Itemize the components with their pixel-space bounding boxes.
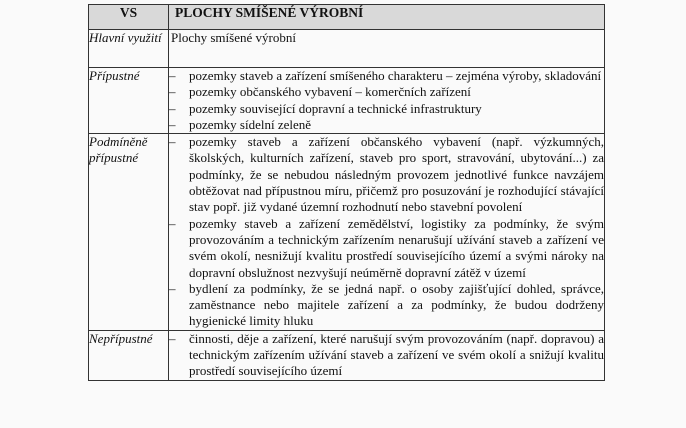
- list-item-text: pozemky staveb a zařízení smíšeného charakteru – zejména výroby, skladování: [189, 68, 602, 83]
- main-use-text: Plochy smíšené výrobní: [171, 30, 296, 45]
- dash-bullet: –: [169, 116, 176, 132]
- list-item: [169, 84, 604, 100]
- list-item-text: bydlení za podmínky, že se jedná např. o osoby zajišťující dohled, správce, zaměstnance nebo majitele zařízení a za podmínky, že budou dodrženy hygienické limity hluku: [189, 280, 604, 329]
- list-item: [169, 331, 604, 380]
- table-header-row: [89, 5, 605, 30]
- row-label: Podmíněně přípustné: [89, 134, 169, 331]
- row-label: Hlavní využití: [89, 30, 169, 68]
- zone-code: VS: [89, 5, 169, 30]
- list-item: [169, 134, 604, 215]
- dash-bullet: –: [169, 84, 176, 100]
- regulation-table: [88, 4, 605, 381]
- permitted-list: [169, 68, 604, 133]
- prohibited-list: [169, 331, 604, 380]
- row-content: [169, 330, 605, 380]
- list-item-text: pozemky občanského vybavení – komerčních zařízení: [189, 84, 471, 100]
- list-item-text: pozemky staveb a zařízení občanského vybavení (např. výzkumných, školských, kulturních zařízení, staveb pro sport, stravování, ubytování...) za podmínky, že se nebudou následným provozem jednotlivé funkce navzájem obtěžovat nad přípustnou míru, přičemž pro posuzování je rozhodující stávající stav popř. již vydané územní rozhodnutí nebo stavební povolení: [189, 134, 604, 215]
- list-item-text: pozemky související dopravní a technické infrastruktury: [189, 100, 482, 116]
- list-item: [169, 101, 604, 117]
- row-conditional: [89, 134, 605, 331]
- list-item: [169, 117, 604, 133]
- row-content: [169, 68, 605, 134]
- list-item: [169, 281, 604, 330]
- list-item: [169, 68, 604, 84]
- zone-title: PLOCHY SMÍŠENÉ VÝROBNÍ: [169, 5, 605, 30]
- row-content: [169, 30, 605, 68]
- dash-bullet: –: [169, 215, 176, 231]
- dash-bullet: –: [169, 134, 176, 150]
- conditional-list: [169, 134, 604, 330]
- row-content: [169, 134, 605, 331]
- row-label: Nepřípustné: [89, 330, 169, 380]
- dash-bullet: –: [169, 330, 176, 346]
- dash-bullet: –: [169, 100, 176, 116]
- dash-bullet: –: [169, 68, 176, 83]
- list-item: [169, 216, 604, 281]
- row-label: Přípustné: [89, 68, 169, 134]
- list-item-text: pozemky sídelní zeleně: [189, 116, 312, 132]
- row-permitted: [89, 68, 605, 134]
- list-item-text: činnosti, děje a zařízení, které narušují svým provozováním (např. dopravou) a technickým zařízením užívání staveb a zařízení ve svém okolí a snižují kvalitu prostředí souvisejícího území: [189, 330, 604, 379]
- row-main-use: [89, 30, 605, 68]
- list-item-text: pozemky staveb a zařízení zemědělství, logistiky za podmínky, že svým provozováním a technickým zařízením nenarušují užívání staveb a zařízení ve svém okolí, nesnižují kvalitu prostředí souvisejícího území a svými nároky na dopravní obslužnost nezvyšují neúměrně dopravní zátěž v území: [189, 215, 604, 280]
- dash-bullet: –: [169, 280, 176, 296]
- row-prohibited: [89, 330, 605, 380]
